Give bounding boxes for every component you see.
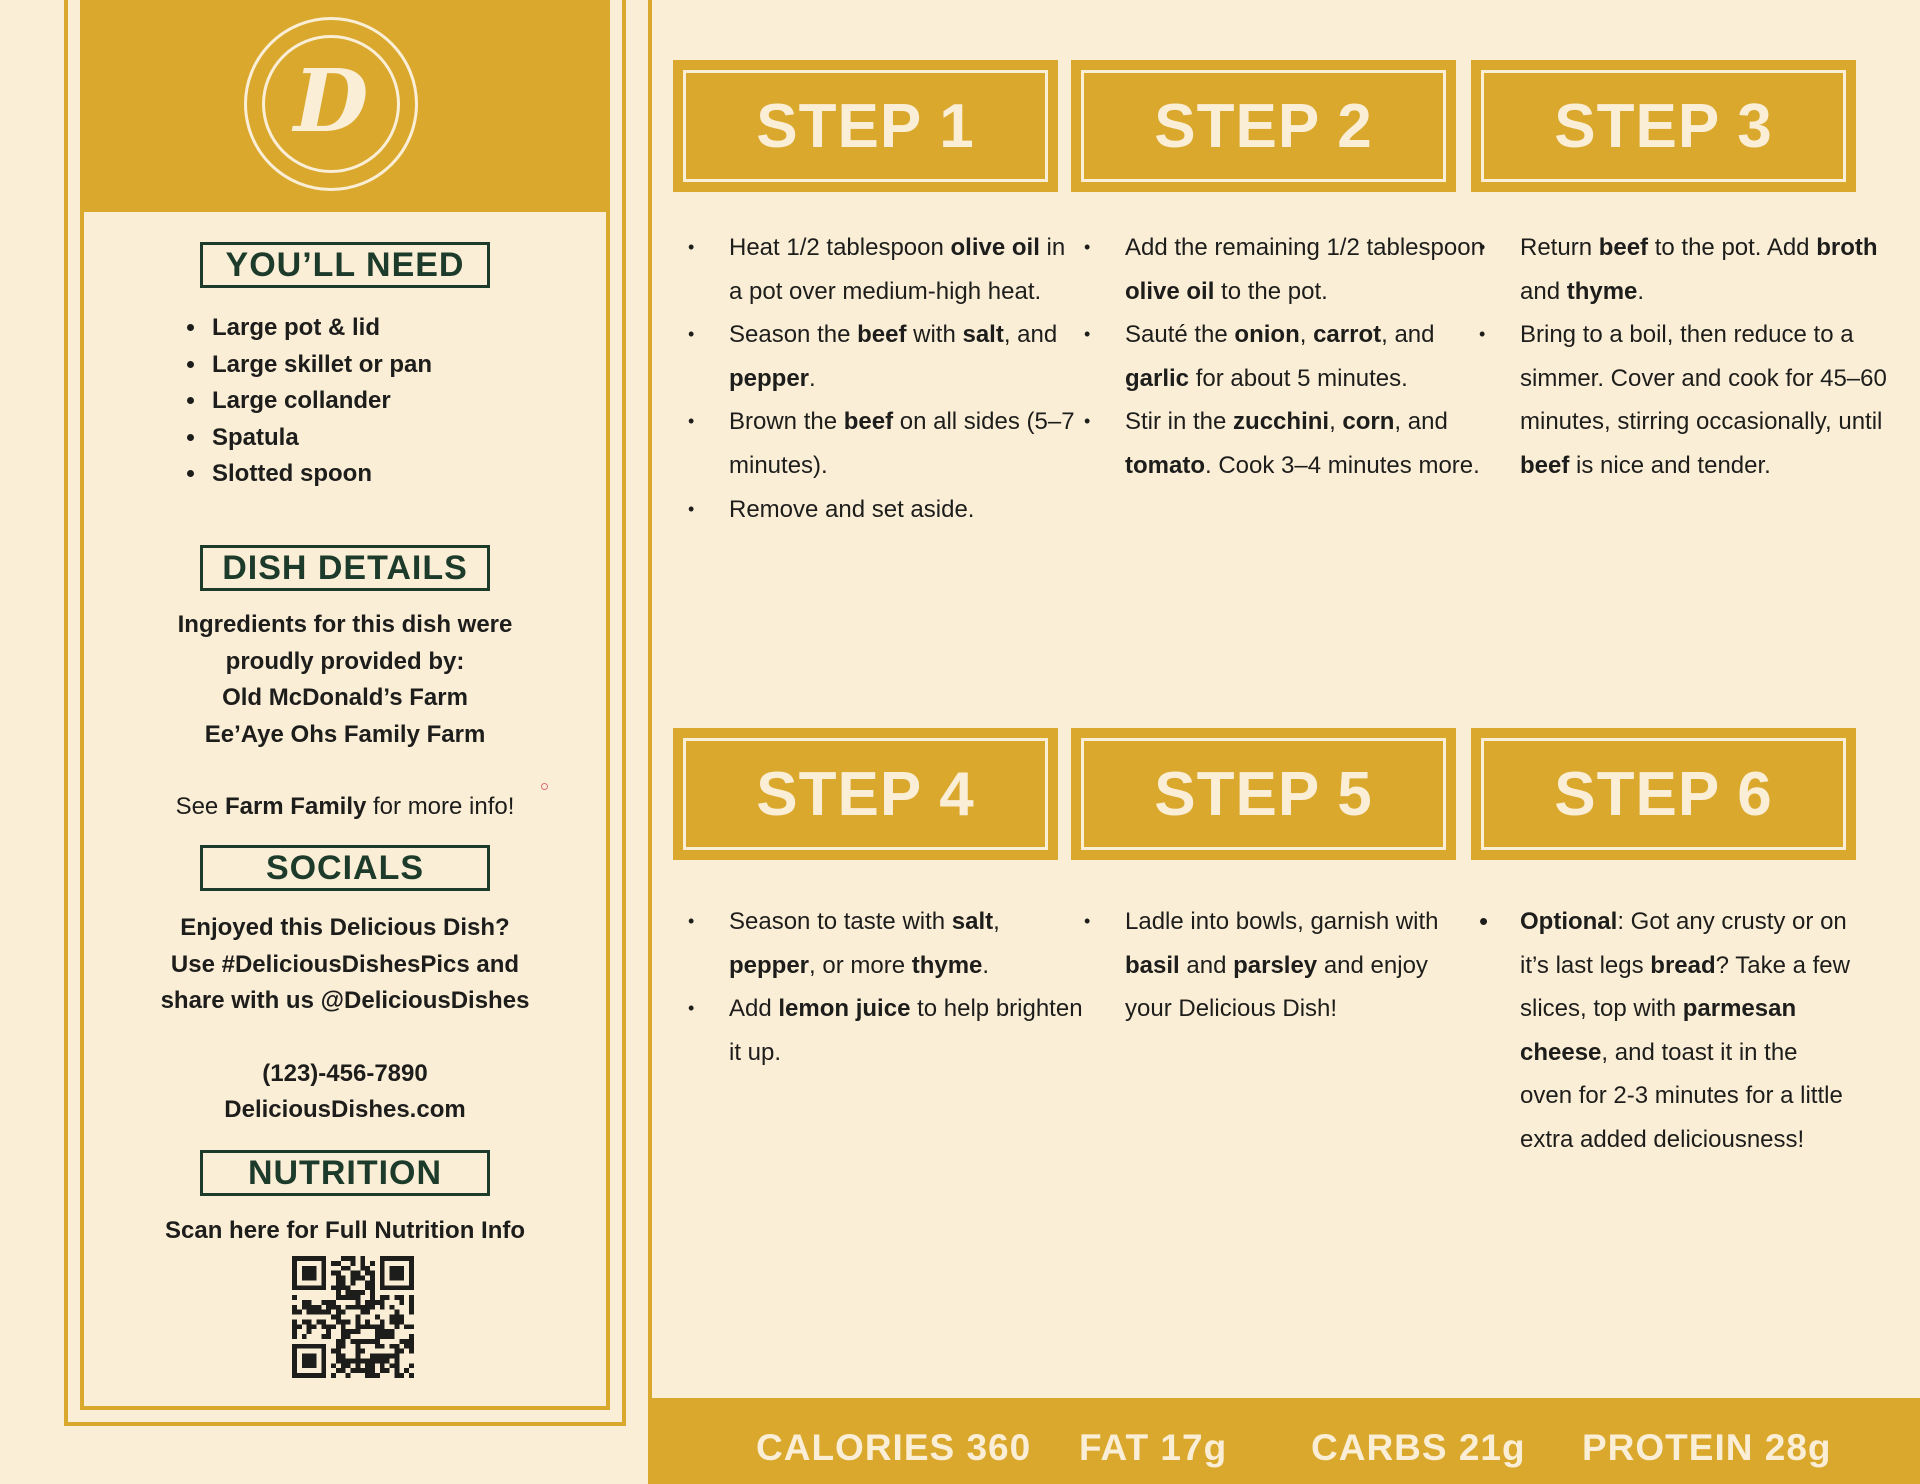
step-3-instruction xyxy=(1520,226,1900,313)
ingredient-highlight: basil xyxy=(1125,951,1180,979)
tool-item: • Large skillet or pan xyxy=(208,347,432,384)
instruction-text: Brown the xyxy=(729,408,844,436)
socials-text xyxy=(84,910,606,1129)
instruction-text: Remove and set aside. xyxy=(729,495,975,523)
farm-family-link[interactable]: Farm Family xyxy=(224,793,367,820)
step-4-instructions xyxy=(686,900,1083,1074)
content-divider xyxy=(648,0,652,1400)
instruction-text: Return xyxy=(1520,234,1599,261)
step-1-instruction xyxy=(729,488,1083,532)
ingredient-highlight: onion xyxy=(1234,321,1300,349)
instruction-text: with xyxy=(906,321,963,349)
step-2-instructions xyxy=(1082,226,1503,488)
calories-value: CALORIES 360 xyxy=(756,1427,1032,1468)
step-5-instruction xyxy=(1125,900,1475,1031)
step-2-instruction xyxy=(1125,313,1503,400)
instruction-text: , and xyxy=(1381,321,1435,349)
farm-name: Ee’Aye Ohs Family Farm xyxy=(204,720,486,748)
ingredient-highlight: salt xyxy=(951,908,994,935)
instruction-text: , and toast it in the oven for 2-3 minutes for a little extra added deliciousness! xyxy=(1520,1038,1843,1153)
instruction-text: Add xyxy=(729,995,779,1023)
step-6-instruction xyxy=(1520,900,1854,1162)
step-3-instructions xyxy=(1477,226,1900,488)
instruction-text: , and xyxy=(1394,408,1448,436)
tool-item: • Large pot & lid xyxy=(208,310,432,347)
step-5-instructions xyxy=(1082,900,1475,1031)
nutrition-heading: NUTRITION xyxy=(200,1150,490,1196)
instruction-text: . xyxy=(809,364,816,392)
instruction-text: Stir in the xyxy=(1125,408,1234,436)
tool-item: • Large collander xyxy=(208,383,432,420)
dish-details-heading: DISH DETAILS xyxy=(200,545,490,591)
step-4-header xyxy=(673,728,1058,860)
qr-code-icon[interactable] xyxy=(292,1256,414,1378)
instruction-text: , and xyxy=(1003,321,1058,349)
step-1-instruction xyxy=(729,400,1083,487)
step-6-header xyxy=(1471,728,1856,860)
instruction-text: Heat 1/2 tablespoon xyxy=(729,234,951,261)
instruction-text: , xyxy=(993,908,1000,935)
ingredient-highlight: Optional xyxy=(1520,908,1618,935)
details-line: Ingredients for this dish were xyxy=(177,611,513,638)
instruction-text: to help brighten it up. xyxy=(729,995,1083,1066)
tool-item: • Slotted spoon xyxy=(208,456,432,493)
step-3-header xyxy=(1471,60,1856,192)
instruction-text: , or more xyxy=(809,951,912,979)
step-2-header xyxy=(1071,60,1456,192)
dish-details-text xyxy=(84,607,606,826)
step-6-instructions xyxy=(1477,900,1854,1162)
ingredient-highlight: zucchini xyxy=(1233,408,1330,436)
instruction-text: Ladle into bowls, garnish with xyxy=(1125,908,1439,935)
step-4-instruction xyxy=(729,987,1083,1074)
ingredient-highlight: beef xyxy=(1598,234,1649,261)
ingredient-highlight: lemon juice xyxy=(778,995,911,1023)
logo-letter: D xyxy=(262,35,400,173)
step-4-title: STEP 4 xyxy=(683,738,1048,850)
instruction-text: Add the remaining 1/2 tablespoon xyxy=(1125,234,1484,261)
step-2-title: STEP 2 xyxy=(1081,70,1446,182)
ingredient-highlight: salt xyxy=(962,321,1004,349)
ingredient-highlight: carrot xyxy=(1313,321,1382,349)
ingredient-highlight: broth xyxy=(1816,234,1878,261)
ingredient-highlight: bread xyxy=(1650,951,1716,979)
ingredient-highlight: beef xyxy=(843,408,894,436)
socials-heading: SOCIALS xyxy=(200,845,490,891)
instruction-text: , xyxy=(1299,321,1314,349)
instruction-text: . Cook 3–4 minutes more. xyxy=(1205,451,1480,479)
instruction-text: , xyxy=(1329,408,1343,436)
step-1-instruction xyxy=(729,313,1083,400)
instruction-text: is nice and tender. xyxy=(1569,451,1771,479)
protein-value: PROTEIN 28g xyxy=(1582,1427,1832,1468)
instruction-text: . xyxy=(982,951,990,979)
step-5-title: STEP 5 xyxy=(1081,738,1446,850)
link-marker-icon xyxy=(541,783,548,790)
step-2-instruction xyxy=(1125,226,1503,313)
tools-heading: YOU’LL NEED xyxy=(200,242,490,288)
ingredient-highlight: beef xyxy=(857,321,907,349)
socials-line: Use #DeliciousDishesPics and xyxy=(170,950,520,978)
instruction-text: . xyxy=(1637,277,1645,305)
ingredient-highlight: pepper xyxy=(729,951,810,979)
ingredient-highlight: pepper xyxy=(729,364,810,392)
ingredient-highlight: thyme xyxy=(911,951,983,979)
more-info-line: See Farm Family for more info! xyxy=(175,793,515,820)
ingredient-highlight: garlic xyxy=(1125,364,1190,392)
ingredient-highlight: tomato xyxy=(1125,451,1205,479)
ingredient-highlight: thyme xyxy=(1566,277,1638,305)
step-2-instruction xyxy=(1125,400,1503,487)
nutrition-scan-text: Scan here for Full Nutrition Info xyxy=(165,1217,525,1244)
instruction-text: for about 5 minutes. xyxy=(1189,364,1408,392)
instruction-text: Bring to a boil, then reduce to a simmer. Cover and cook for 45–60 minutes, stirring occasionally, until xyxy=(1520,321,1887,436)
step-1-instruction xyxy=(729,226,1083,313)
ingredient-highlight: parmesan cheese xyxy=(1520,995,1797,1066)
ingredient-highlight: olive oil xyxy=(1125,277,1215,305)
step-4-instruction xyxy=(729,900,1083,987)
step-5-header xyxy=(1071,728,1456,860)
tool-item: • Spatula xyxy=(208,420,432,457)
step-3-instruction xyxy=(1520,313,1900,487)
phone-number: (123)-456-7890 xyxy=(262,1059,428,1087)
instruction-text: and xyxy=(1520,277,1567,305)
fat-value: FAT 17g xyxy=(1079,1427,1228,1468)
socials-line: share with us @DeliciousDishes xyxy=(160,987,530,1014)
instruction-text: ? Take a few slices, top with xyxy=(1520,951,1850,1023)
instruction-text: : Got any crusty or on it’s last legs xyxy=(1520,908,1847,979)
socials-line: Enjoyed this Delicious Dish? xyxy=(180,914,510,941)
instruction-text: on all sides (5–7 minutes). xyxy=(729,408,1075,479)
ingredient-highlight: parsley xyxy=(1233,951,1318,979)
instruction-text: in a pot over medium-high heat. xyxy=(729,234,1066,305)
ingredient-highlight: corn xyxy=(1342,408,1395,436)
instruction-text: to the pot. Add xyxy=(1648,234,1817,261)
instruction-text: and enjoy your Delicious Dish! xyxy=(1125,951,1428,1023)
step-1-title: STEP 1 xyxy=(683,70,1048,182)
carbs-value: CARBS 21g xyxy=(1311,1427,1526,1468)
tools-list xyxy=(168,310,432,493)
farm-name: Old McDonald’s Farm xyxy=(222,684,468,711)
details-line: proudly provided by: xyxy=(225,647,465,675)
instruction-text: Season to taste with xyxy=(729,908,952,935)
instruction-text: to the pot. xyxy=(1214,277,1328,305)
step-1-header xyxy=(673,60,1058,192)
step-3-title: STEP 3 xyxy=(1481,70,1846,182)
instruction-text: Season the xyxy=(729,321,858,349)
step-1-instructions xyxy=(686,226,1083,531)
instruction-text: and xyxy=(1179,951,1234,979)
website-link[interactable]: DeliciousDishes.com xyxy=(224,1096,466,1123)
ingredient-highlight: beef xyxy=(1520,451,1570,479)
step-6-title: STEP 6 xyxy=(1481,738,1846,850)
ingredient-highlight: olive oil xyxy=(950,234,1040,261)
instruction-text: Sauté the xyxy=(1125,321,1235,349)
